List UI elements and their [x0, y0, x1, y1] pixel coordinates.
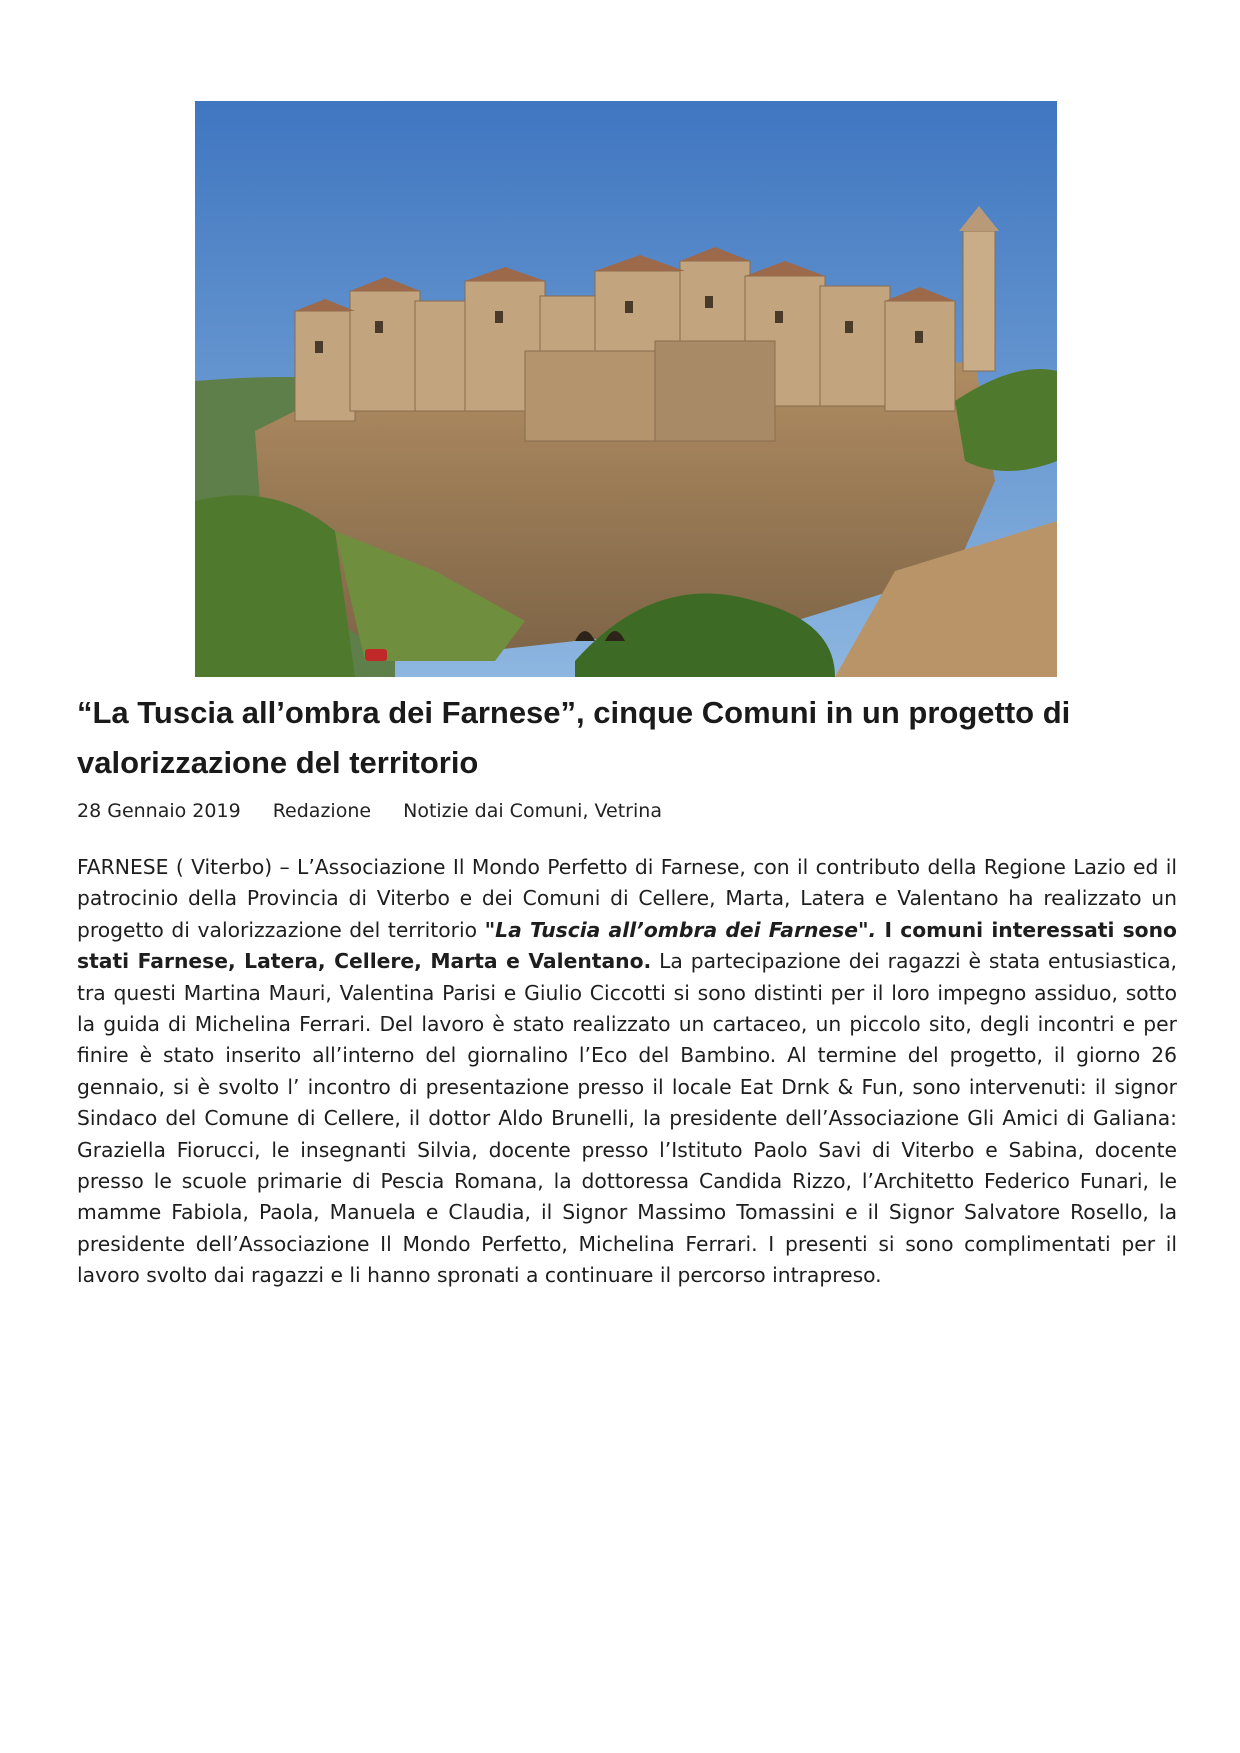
- article-date: 28 Gennaio 2019: [77, 800, 241, 822]
- body-municipalities: I comuni interessati sono stati Farnese, Latera, Cellere, Marta e Valentano.: [77, 917, 1177, 974]
- body-project-name: "La Tuscia all’ombra dei Farnese".: [484, 917, 877, 942]
- village-photo: [195, 101, 1057, 677]
- article-body: [77, 852, 1177, 1292]
- photo-illustration: [195, 101, 1057, 677]
- article-author[interactable]: Redazione: [272, 800, 372, 822]
- body-main: La partecipazione dei ragazzi è stata entusiastica, tra questi Martina Mauri, Valentina Parisi e Giulio Ciccotti si sono distinti per il loro impegno assiduo, sotto la guida di Michelina Ferrari. Del lavoro è stato realizzato un cartaceo, un piccolo sito, degli incontri e per finire è stato inserito all’interno del giornalino l’Eco del Bambino. Al termine del progetto, il giorno 26 gennaio, si è svolto l’ incontro di presentazione presso il locale Eat Drnk & Fun, sono intervenuti: il signor Sindaco del Comune di Cellere, il dottor Aldo Brunelli, la presidente dell’Associazione Gli Amici di Galiana: Graziella Fiorucci, le insegnanti Silvia, docente presso l’Istituto Paolo Savi di Viterbo e Sabina, docente presso le scuole primarie di Pescia Romana, la dottoressa Candida Rizzo, l’Architetto Federico Funari, le mamme Fabiola, Paola, Manuela e Claudia, il Signor Massimo Tomassini e il Signor Salvatore Rosello, la presidente dell’Associazione Il Mondo Perfetto, Michelina Ferrari. I presenti si sono complimentati per il lavoro svolto dai ragazzi e li hanno spronati a continuare il percorso intrapreso.: [77, 949, 1177, 1288]
- body-intro: FARNESE ( Viterbo) – L’Associazione Il Mondo Perfetto di Farnese, con il contributo della Regione Lazio ed il patrocinio della Provincia di Viterbo e dei Comuni di Cellere, Marta, Latera e Valentano ha realizzato un progetto di valorizzazione del territorio: [77, 855, 1177, 942]
- article-title: “La Tuscia all’ombra dei Farnese”, cinque Comuni in un progetto di valorizzazione del territorio: [77, 695, 1071, 780]
- article-categories[interactable]: Notizie dai Comuni, Vetrina: [403, 800, 662, 822]
- article-meta: [77, 800, 688, 822]
